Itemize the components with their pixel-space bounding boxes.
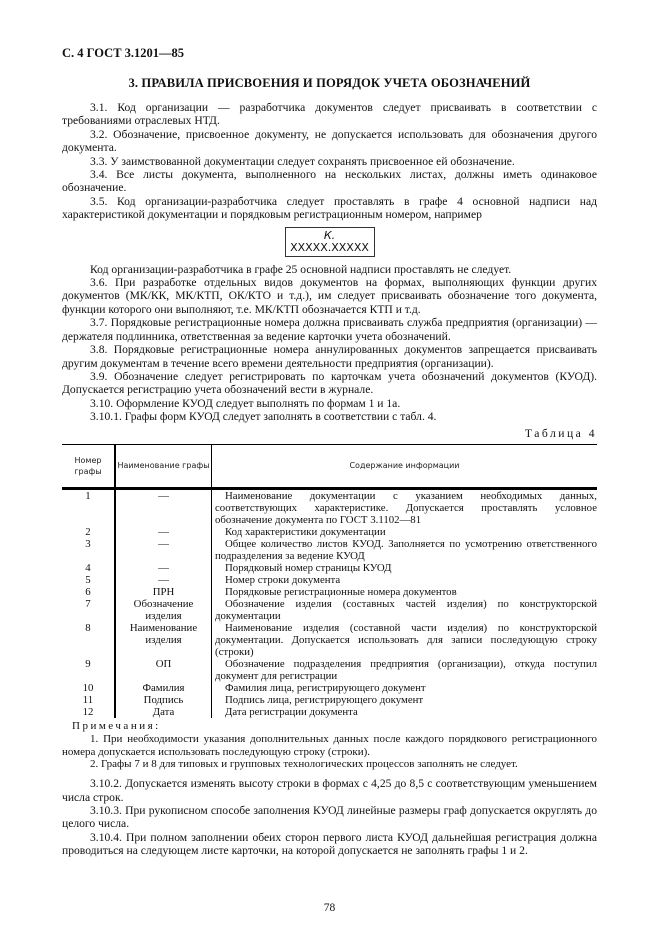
row-content-cell — [212, 682, 598, 694]
body-text — [62, 101, 597, 858]
row-number-cell: 5 — [62, 574, 115, 586]
row-content-text: Номер строки документа — [225, 573, 341, 586]
designation-example-box — [285, 227, 375, 257]
table-row — [62, 574, 597, 586]
row-content-cell — [212, 574, 598, 586]
table-row — [62, 622, 597, 658]
row-content-text: Дата регистрации документа — [225, 705, 358, 718]
row-number-cell: 4 — [62, 562, 115, 574]
table-header-row — [62, 444, 597, 488]
table-row — [62, 586, 597, 598]
paragraph-3-10-3: 3.10.3. При рукописном способе заполнения КУОД линейные размеры граф допускается округлять до целого числа. — [62, 803, 597, 831]
row-name-cell: — — [115, 538, 212, 562]
row-content-cell — [212, 598, 598, 622]
row-content-cell — [212, 586, 598, 598]
table-row — [62, 706, 597, 718]
paragraph-3-4: 3.4. Все листы документа, выполненного на нескольких листах, должны иметь одинаковое обозначение. — [62, 168, 597, 195]
row-name-cell: Подпись — [115, 694, 212, 706]
notes-heading: Примечания: — [72, 719, 161, 732]
row-number-cell: 1 — [62, 488, 115, 526]
row-name-cell: ОП — [115, 658, 212, 682]
header-column-name: Наименование графы — [115, 444, 212, 488]
paragraph-3-6: 3.6. При разработке отдельных видов документов на формах, выполняющих функции других документов (МК/КК, МК/КТП, ОК/КТО и т.д.), им следует присваивать обозначение того документа, функции которого они выполняют, т.е. МК/КТП обозначается КТП и т.д. — [62, 276, 597, 316]
page-number: 78 — [323, 902, 336, 914]
row-content-cell — [212, 562, 598, 574]
row-number-cell: 8 — [62, 622, 115, 658]
table-row — [62, 658, 597, 682]
row-name-cell: Наименование изделия — [115, 622, 212, 658]
row-content-text: Код характеристики документации — [225, 525, 386, 538]
page-header: С. 4 ГОСТ 3.1201—85 — [62, 46, 185, 60]
paragraph-3-2: 3.2. Обозначение, присвоенное документу, не допускается использовать для обозначения другого документа. — [62, 127, 597, 155]
row-name-cell: Дата — [115, 706, 212, 718]
paragraph-3-5: 3.5. Код организации-разработчика следует проставлять в графе 4 основной надписи над характеристикой документации и порядковым регистрационным номером, например — [62, 194, 597, 222]
row-content-cell — [212, 658, 598, 682]
row-content-cell — [212, 538, 598, 562]
paragraph-3-10-2: 3.10.2. Допускается изменять высоту строки в формах с 4,25 до 8,5 с соответствующим уменьшением числа строк. — [62, 777, 597, 804]
row-number-cell: 11 — [62, 694, 115, 706]
row-content-text: Фамилия лица, регистрирующего документ — [225, 681, 426, 694]
row-number-cell: 9 — [62, 658, 115, 682]
row-content-text: Подпись лица, регистрирующего документ — [225, 693, 424, 706]
table-row — [62, 488, 597, 526]
table-row — [62, 694, 597, 706]
row-content-text: Наименование изделия (составной части изделия) по конструкторской документации. Допускается использовать для записи последующую строку (строки) — [215, 621, 597, 658]
table-body — [62, 488, 597, 718]
row-content-cell — [212, 488, 598, 526]
row-content-cell — [212, 622, 598, 658]
row-content-text: Обозначение подразделения предприятия (организации), откуда поступил документ для регистрации — [215, 657, 597, 682]
row-number-cell: 2 — [62, 526, 115, 538]
row-number-cell: 10 — [62, 682, 115, 694]
row-name-cell: — — [115, 574, 212, 586]
paragraph-3-7: 3.7. Порядковые регистрационные номера должна присваивать служба предприятия (организации) — держателя подлинника, ответственная за ведение карточки учета обозначений. — [62, 316, 597, 343]
header-column-content: Содержание информации — [212, 444, 598, 488]
header-column-number: Номер графы — [62, 444, 115, 488]
row-name-cell: Обозначение изделия — [115, 598, 212, 622]
paragraph-3-3: 3.3. У заимствованной документации следует сохранять присвоенное ей обозначение. — [90, 154, 515, 168]
row-number-cell: 7 — [62, 598, 115, 622]
table-4 — [62, 444, 597, 718]
row-content-cell — [212, 526, 598, 538]
row-name-cell: — — [115, 488, 212, 526]
row-content-cell — [212, 706, 598, 718]
paragraph-3-5-note: Код организации-разработчика в графе 25 основной надписи проставлять не следует. — [90, 262, 512, 276]
row-number-cell: 3 — [62, 538, 115, 562]
paragraph-3-1: 3.1. Код организации — разработчика документов следует присваивать в соответствии с требованиями отраслевых НТД. — [62, 101, 597, 128]
row-content-text: Обозначение изделия (составных частей изделия) по конструкторской документации — [215, 597, 597, 622]
row-name-cell: — — [115, 526, 212, 538]
paragraph-3-10-1: 3.10.1. Графы форм КУОД следует заполнять в соответствии с табл. 4. — [90, 410, 437, 424]
subsequent-paragraphs — [62, 777, 597, 857]
paragraph-3-10: 3.10. Оформление КУОД следует выполнять по формам 1 и 1а. — [90, 396, 401, 410]
paragraph-3-9: 3.9. Обозначение следует регистрировать по карточкам учета обозначений документов (КУОД). Допускается регистрацию учета обозначений вести в журнале. — [62, 369, 597, 397]
example-line-2: XXXXX.XXXXX — [290, 240, 369, 254]
row-name-cell: — — [115, 562, 212, 574]
row-name-cell: Фамилия — [115, 682, 212, 694]
row-number-cell: 6 — [62, 586, 115, 598]
row-content-text: Порядковые регистрационные номера документов — [225, 585, 457, 598]
paragraph-3-10-4: 3.10.4. При полном заполнении обеих сторон первого листа КУОД дальнейшая регистрация должна проводиться на следующем листе карточки, на которой допускается не заполнять графы 1 и 2. — [62, 830, 597, 858]
note-2: 2. Графы 7 и 8 для типовых и групповых технологических процессов заполнять не следует. — [90, 758, 518, 771]
section-title: 3. ПРАВИЛА ПРИСВОЕНИЯ И ПОРЯДОК УЧЕТА ОБОЗНАЧЕНИЙ — [128, 76, 531, 90]
row-content-cell — [212, 694, 598, 706]
table-row — [62, 526, 597, 538]
row-number-cell: 12 — [62, 706, 115, 718]
paragraph-3-8: 3.8. Порядковые регистрационные номера аннулированных документов запрещается присваивать другим документам в течение всего времени деятельности предприятия (организации). — [62, 343, 597, 370]
table-notes — [62, 720, 597, 771]
table-row — [62, 682, 597, 694]
row-name-cell: ПРН — [115, 586, 212, 598]
note-1: 1. При необходимости указания дополнительных данных после каждого порядкового регистрационного номера допускается использовать последующую строку (строки). — [62, 732, 597, 758]
table-row — [62, 562, 597, 574]
table-row — [62, 598, 597, 622]
row-content-text: Общее количество листов КУОД. Заполняется по усмотрению ответственного подразделения за ведение КУОД — [215, 537, 597, 562]
row-content-text: Наименование документации с указанием необходимых данных, соответствующих характеристике. Допускается проставлять условное обозначение документа по ГОСТ 3.1102—81 — [215, 489, 597, 526]
table-caption: Таблица 4 — [524, 426, 597, 440]
row-content-text: Порядковый номер страницы КУОД — [225, 561, 392, 574]
example-line-1: К. — [323, 228, 336, 242]
table-row — [62, 538, 597, 562]
